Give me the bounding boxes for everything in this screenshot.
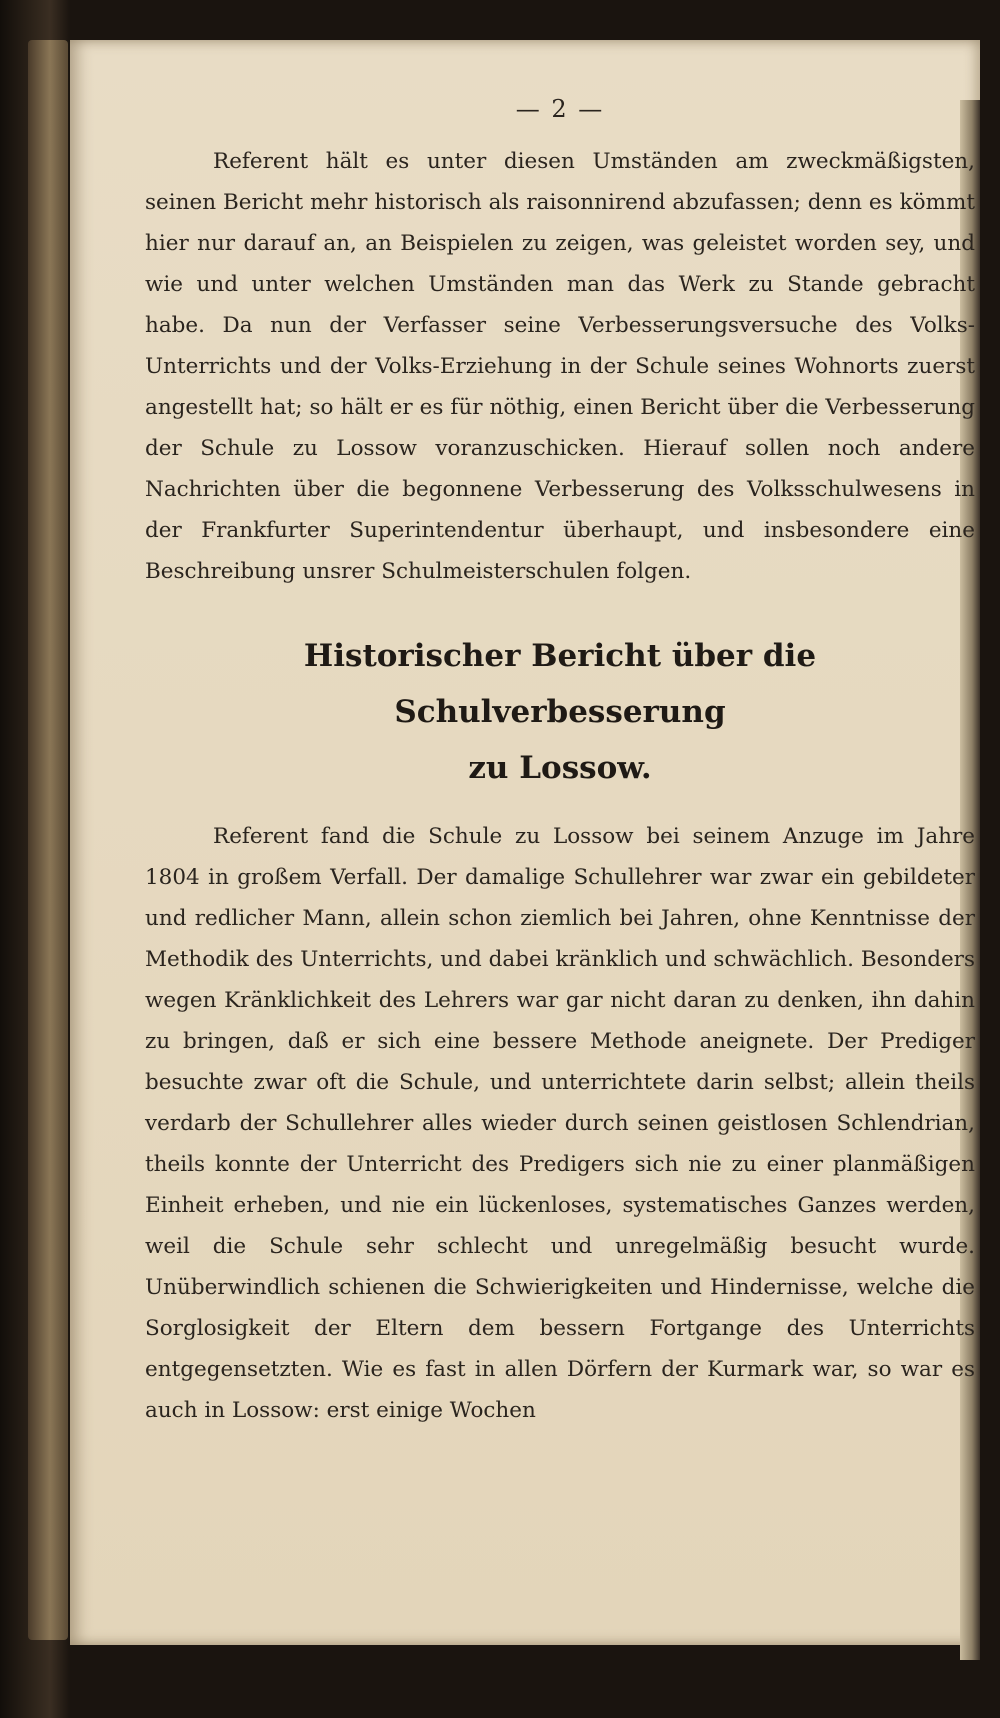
section-title	[145, 628, 975, 796]
book-spine	[28, 40, 68, 1640]
body-paragraph	[145, 816, 975, 1431]
page-content	[145, 95, 975, 1431]
body-paragraph-text: Referent fand die Schule zu Lossow bei seinem Anzuge im Jahre 1804 in großem Verfall. Der damalige Schullehrer war zwar ein gebildeter und redlicher Mann, allein schon ziemlich bei Jahren, ohne Kenntnisse der Methodik des Unterrichts, und dabei kränklich und schwächlich. Besonders wegen Kränklichkeit des Lehrers war gar nicht daran zu denken, ihn dahin zu bringen, daß er sich eine bessere Methode aneignete. Der Prediger besuchte zwar oft die Schule, und unterrichtete darin selbst; allein theils verdarb der Schullehrer alles wieder durch seinen geistlosen Schlendrian, theils konnte der Unterricht des Predigers sich nie zu einer planmäßigen Einheit erheben, und nie ein lückenloses, systematisches Ganzes werden, weil die Schule sehr schlecht und unregelmäßig besucht wurde. Unüberwindlich schienen die Schwierigkeiten und Hindernisse, welche die Sorglosigkeit der Eltern dem bessern Fortgange des Unterrichts entgegensetzten. Wie es fast in allen Dörfern der Kurmark war, so war es auch in Lossow: erst einige Wochen	[145, 824, 975, 1423]
book-page	[70, 40, 980, 1645]
page-number: — 2 —	[515, 95, 605, 123]
section-title-line-1: Historischer Bericht über die Schulverbesserung	[303, 638, 817, 730]
intro-paragraph-text: Referent hält es unter diesen Umständen am zweckmäßigsten, seinen Bericht mehr historisch als raisonnirend abzufassen; denn es kömmt hier nur darauf an, an Beispielen zu zeigen, was geleistet worden sey, und wie und unter welchen Umständen man das Werk zu Stande gebracht habe. Da nun der Verfasser seine Verbesserungsversuche des Volks-Unterrichts und der Volks-Erziehung in der Schule seines Wohnorts zuerst angestellt hat; so hält er es für nöthig, einen Bericht über die Verbesserung der Schule zu Lossow voranzuschicken. Hierauf sollen noch andere Nachrichten über die begonnene Verbesserung des Volksschulwesens in der Frankfurter Superintendentur überhaupt, und insbesondere eine Beschreibung unsrer Schulmeisterschulen folgen.	[145, 149, 975, 584]
intro-paragraph	[145, 141, 975, 592]
section-title-line-2: zu Lossow.	[468, 750, 652, 786]
